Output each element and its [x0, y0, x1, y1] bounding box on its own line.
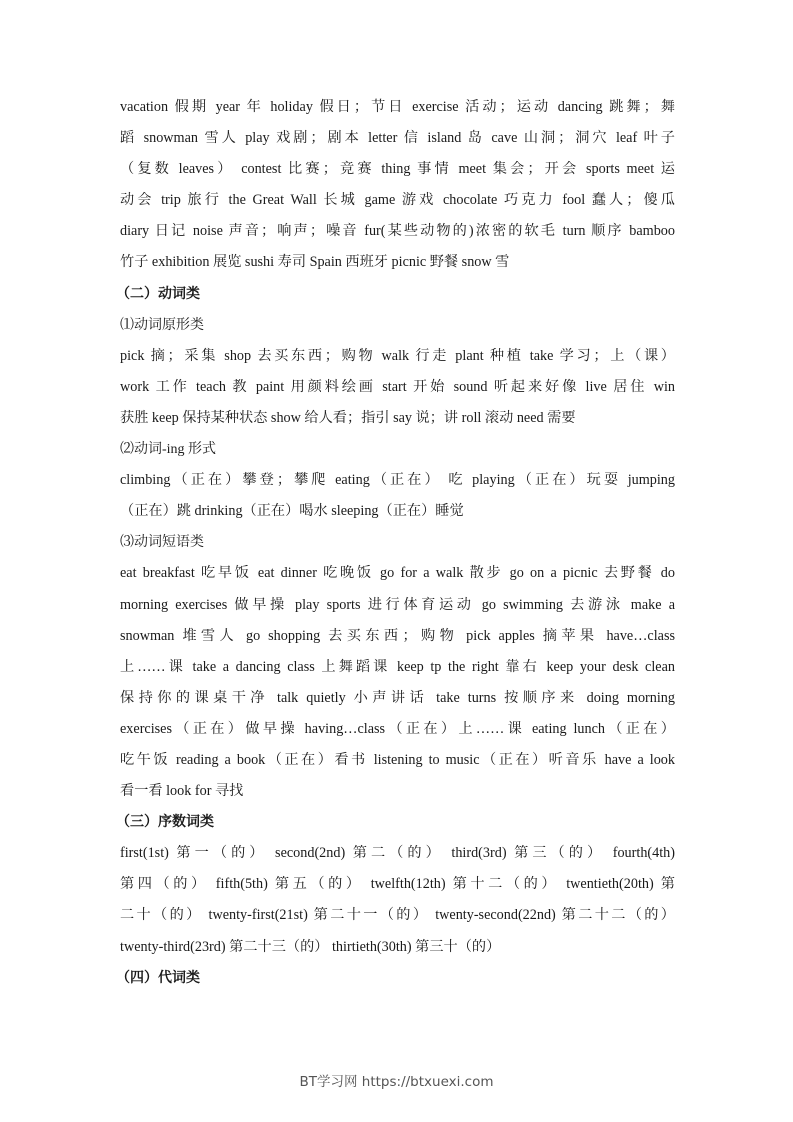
subsection-heading-ing-form: ⑵动词-ing 形式 [120, 442, 217, 458]
body-line: twenty-third(23rd) 第二十三（的） thirtieth(30th) 第三十（的） [120, 938, 501, 955]
body-line: climbing（正在）攀登；攀爬 eating（正在） 吃 playing（正在）玩耍 jumping [120, 472, 675, 489]
footer-watermark: BT学习网 https://btxuexi.com [299, 1074, 494, 1090]
body-line: pick 摘；采集 shop 去买东西；购物 walk 行走 plant 种植 take 学习；上（课） [120, 347, 675, 364]
section-heading-ordinals: （三）序数词类 [116, 814, 214, 831]
body-line: 竹子 exhibition 展览 sushi 寿司 Spain 西班牙 picnic 野餐 snow 雪 [120, 254, 510, 271]
body-line: 获胜 keep 保持某种状态 show 给人看；指引 say 说；讲 roll 滚动 need 需要 [120, 409, 576, 426]
body-line: eat breakfast 吃早饭 eat dinner 吃晚饭 go for a walk 散步 go on a picnic 去野餐 do [120, 565, 675, 582]
body-line: vacation 假期 year 年 holiday 假日；节日 exercise 活动；运动 dancing 跳舞；舞 [120, 99, 675, 115]
body-line: 第四（的） fifth(5th) 第五（的） twelfth(12th) 第十二（的） twentieth(20th) 第 [120, 876, 675, 893]
body-line: exercises（正在）做早操 having…class（正在）上……课 eating lunch（正在） [120, 720, 675, 737]
document-page [116, 92, 675, 994]
section-heading-verbs: （二）动词类 [116, 285, 200, 302]
body-line: （复数 leaves） contest 比赛；竞赛 thing 事情 meet 集会；开会 sports meet 运 [120, 161, 675, 178]
body-line: 动会 trip 旅行 the Great Wall 长城 game 游戏 chocolate 巧克力 fool 蠢人；傻瓜 [120, 192, 675, 209]
body-line: 上……课 take a dancing class 上舞蹈课 keep tp the right 靠右 keep your desk clean [120, 658, 675, 675]
body-line: 蹈 snowman 雪人 play 戏剧；剧本 letter 信 island 岛 cave 山洞；洞穴 leaf 叶子 [120, 130, 675, 147]
body-line: 看一看 look for 寻找 [120, 783, 244, 800]
body-line: snowman 堆雪人 go shopping 去买东西；购物 pick apples 摘苹果 have…class [120, 627, 675, 644]
body-line: 保持你的课桌干净 talk quietly 小声讲话 take turns 按顺序来 doing morning [120, 689, 675, 706]
body-line: morning exercises 做早操 play sports 进行体育运动 go swimming 去游泳 make a [120, 596, 675, 613]
section-heading-pronouns: （四）代词类 [116, 969, 200, 986]
body-line: diary 日记 noise 声音；响声；噪音 fur(某些动物的)浓密的软毛 turn 顺序 bamboo [120, 223, 675, 240]
body-line: （正在）跳 drinking（正在）喝水 sleeping（正在）睡觉 [120, 503, 464, 520]
body-line: 吃午饭 reading a book（正在）看书 listening to music（正在）听音乐 have a look [120, 751, 675, 768]
subsection-heading-verb-phrases: ⑶动词短语类 [120, 535, 204, 551]
body-line: work 工作 teach 教 paint 用颜料绘画 start 开始 sound 听起来好像 live 居住 win [120, 378, 675, 395]
body-line: 二十（的） twenty-first(21st) 第二十一（的） twenty-second(22nd) 第二十二（的） [120, 907, 675, 924]
subsection-heading-base-verbs: ⑴动词原形类 [120, 317, 204, 333]
body-line: first(1st) 第一（的） second(2nd) 第二（的） third(3rd) 第三（的） fourth(4th) [120, 845, 675, 862]
